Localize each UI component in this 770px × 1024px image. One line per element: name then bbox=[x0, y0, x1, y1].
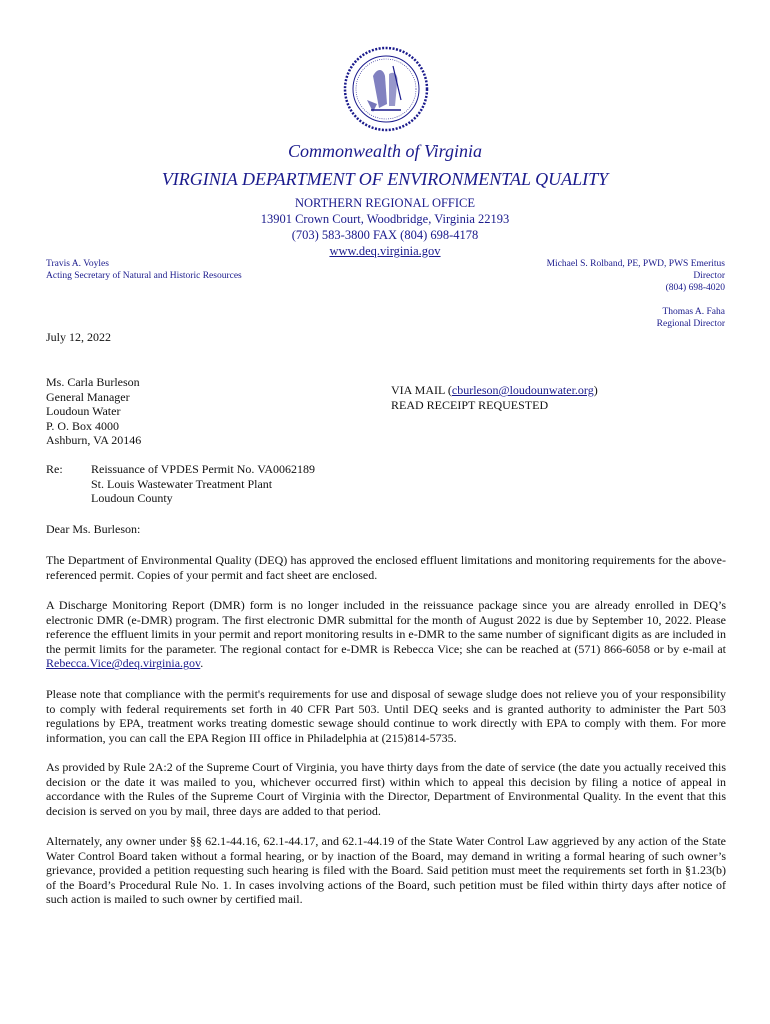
director-block bbox=[547, 258, 725, 294]
subject-line-1: Reissuance of VPDES Permit No. VA0062189 bbox=[91, 462, 316, 476]
via-suffix: ) bbox=[593, 383, 598, 397]
regional-director-name: Thomas A. Faha bbox=[662, 307, 725, 317]
paragraph-appeal: As provided by Rule 2A:2 of the Supreme Court of Virginia, you have thirty days from the date of service (the date you actually received this decision or the date it was mailed to you, whichever occurred first) within which to appeal this decision by filing a notice of appeal in accordance with the Rules of the Supreme Court of Virginia with the Director, Department of Environmental Quality. In the event that this decision is served on you by mail, three days are added to that period. bbox=[46, 760, 726, 818]
office-phone: (703) 583-3800 FAX (804) 698-4178 bbox=[291, 228, 479, 242]
paragraph-sludge: Please note that compliance with the permit's requirements for use and disposal of sewage sludge does not relieve you of your responsibility to comply with federal requirements set forth in 40 CFR Part 503. Until DEQ seeks and is granted authority to administer the Part 503 regulations by EPA, treatment works treating domestic sewage should continue to work directly with EPA to comply with them. For more information, you can call the EPA Region III office in Philadelphia at (215)814-5735. bbox=[46, 687, 726, 745]
website-link[interactable]: www.deq.virginia.gov bbox=[329, 244, 441, 258]
virginia-seal-icon bbox=[343, 46, 429, 132]
office-street: 13901 Crown Court, Woodbridge, Virginia 22193 bbox=[260, 212, 510, 226]
paragraph-dmr-text: A Discharge Monitoring Report (DMR) form is no longer included in the reissuance package since you are already enrolled in DEQ’s electronic DMR (e-DMR) program. The first electronic DMR submittal for the month of August 2022 is due by September 10, 2022. Please reference the effluent limits in your permit and report monitoring results in e-DMR to the same number of significant digits as are included in the permit limits for the parameter. The regional contact for e-DMR is Rebecca Vice; she can be reached at (571) 866-6058 or by e-mail at bbox=[46, 598, 726, 656]
paragraph-dmr-end: . bbox=[200, 656, 204, 671]
director-name: Michael S. Rolband, PE, PWD, PWS Emeritus bbox=[546, 259, 725, 269]
recipient-address bbox=[46, 375, 141, 448]
recipient-name: Ms. Carla Burleson bbox=[46, 375, 140, 389]
secretary-name: Travis A. Voyles bbox=[46, 259, 109, 269]
read-receipt: READ RECEIPT REQUESTED bbox=[391, 397, 549, 412]
department-title: VIRGINIA DEPARTMENT OF ENVIRONMENTAL QUALITY bbox=[161, 169, 609, 189]
subject-label: Re: bbox=[46, 462, 63, 476]
letter-date: July 12, 2022 bbox=[46, 330, 112, 344]
recipient-city: Ashburn, VA 20146 bbox=[46, 433, 142, 448]
secretary-title: Acting Secretary of Natural and Historic Resources bbox=[46, 271, 242, 281]
regional-director-title: Regional Director bbox=[656, 319, 725, 329]
subject-line-2: St. Louis Wastewater Treatment Plant bbox=[91, 476, 273, 491]
subject-lines bbox=[91, 462, 315, 506]
office-name: NORTHERN REGIONAL OFFICE bbox=[294, 196, 476, 210]
recipient-company: Loudoun Water bbox=[46, 404, 121, 419]
contact-email-link[interactable]: Rebecca.Vice@deq.virginia.gov bbox=[46, 656, 201, 671]
recipient-email-link[interactable]: cburleson@loudounwater.org bbox=[451, 383, 594, 397]
paragraph-approval: The Department of Environmental Quality (DEQ) has approved the enclosed effluent limitations and monitoring requirements for the above-referenced permit. Copies of your permit and fact sheet are enclosed. bbox=[46, 553, 726, 582]
commonwealth-title: Commonwealth of Virginia bbox=[287, 141, 482, 161]
salutation: Dear Ms. Burleson: bbox=[46, 522, 141, 536]
director-title: Director bbox=[693, 271, 725, 281]
via-prefix: VIA MAIL ( bbox=[391, 383, 452, 397]
director-phone: (804) 698-4020 bbox=[665, 283, 725, 293]
recipient-po-box: P. O. Box 4000 bbox=[46, 418, 120, 433]
paragraph-hearing: Alternately, any owner under §§ 62.1-44.16, 62.1-44.17, and 62.1-44.19 of the State Water Control Law aggrieved by any action of the State Water Control Board taken without a formal hearing, or by inaction of the Board, may demand in writing a formal hearing of such owner’s grievance, provided a petition requesting such hearing is filed with the Board. Said petition must meet the requirements set forth in §1.23(b) of the Board’s Procedural Rule No. 1. In cases involving actions of the Board, such petition must be filed within thirty days after notice of such action is mailed to such owner by certified mail. bbox=[46, 834, 726, 907]
recipient-title: General Manager bbox=[46, 389, 130, 404]
subject-line-3: Loudoun County bbox=[91, 491, 173, 506]
delivery-method bbox=[391, 383, 598, 412]
paragraph-dmr bbox=[46, 598, 726, 671]
secretary-block bbox=[46, 258, 242, 282]
regional-director-block bbox=[657, 306, 725, 330]
